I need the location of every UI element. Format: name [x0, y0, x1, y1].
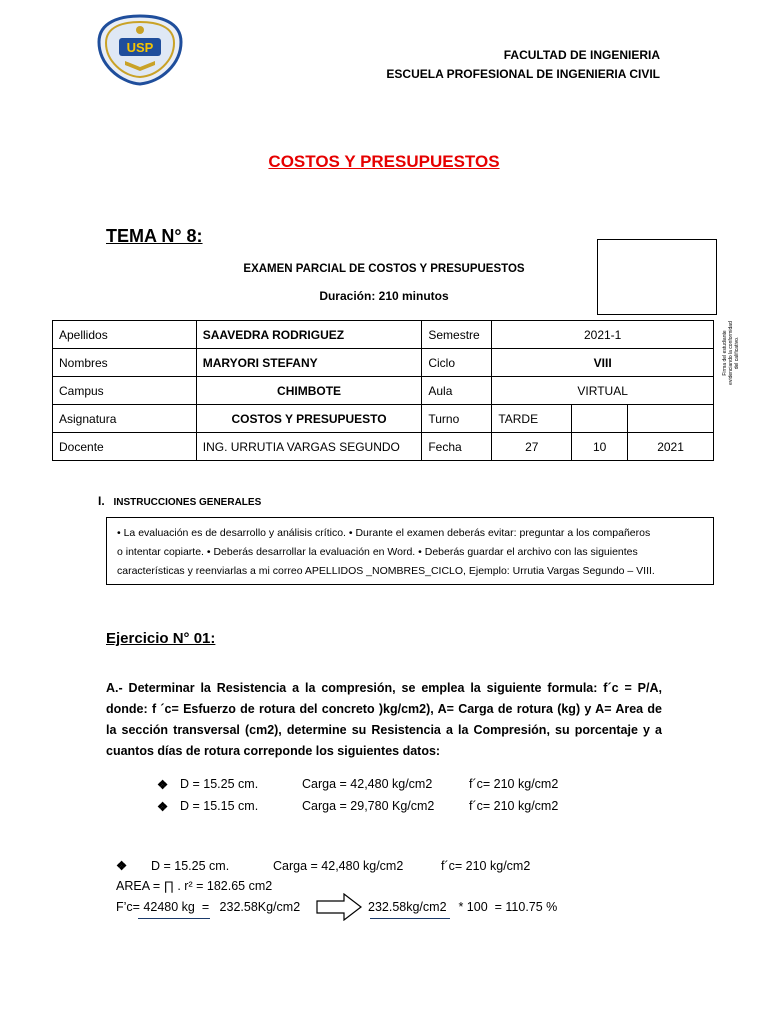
table-row — [53, 433, 714, 461]
nombres-label: Nombres — [53, 349, 197, 377]
turno-value: TARDE — [492, 405, 572, 433]
asignatura-value: COSTOS Y PRESUPUESTO — [196, 405, 422, 433]
asignatura-label: Asignatura — [53, 405, 197, 433]
fecha-mes: 10 — [572, 433, 628, 461]
instructions-box — [106, 517, 714, 585]
apellidos-label: Apellidos — [53, 321, 197, 349]
university-logo — [95, 14, 185, 86]
instructions-heading — [98, 494, 261, 508]
campus-label: Campus — [53, 377, 197, 405]
data-carga: Carga = 29,780 Kg/cm2 — [302, 799, 435, 813]
fecha-label: Fecha — [422, 433, 492, 461]
arrow-right-icon — [316, 893, 362, 921]
semestre-value: 2021-1 — [492, 321, 714, 349]
turno-empty-2 — [628, 405, 714, 433]
table-row — [53, 349, 714, 377]
bullet-icon: ❖ — [157, 778, 169, 792]
docente-value: ING. URRUTIA VARGAS SEGUNDO — [196, 433, 422, 461]
exercise-title: Ejercicio N° 01: — [106, 630, 216, 647]
section-number: I. — [98, 494, 105, 508]
nombres-value: MARYORI STEFANY — [196, 349, 422, 377]
solution-fc: f´c= 210 kg/cm2 — [441, 859, 531, 873]
table-row — [53, 321, 714, 349]
data-fc: f´c= 210 kg/cm2 — [469, 777, 559, 791]
data-diameter: D = 15.15 cm. — [180, 799, 259, 813]
aula-label: Aula — [422, 377, 492, 405]
turno-empty-1 — [572, 405, 628, 433]
solution-carga: Carga = 42,480 kg/cm2 — [273, 859, 404, 873]
table-row — [53, 377, 714, 405]
fraction-line — [370, 918, 450, 919]
signature-box — [597, 239, 717, 315]
fecha-anio: 2021 — [628, 433, 714, 461]
semestre-label: Semestre — [422, 321, 492, 349]
student-info-table — [52, 320, 714, 461]
instructions-line: • La evaluación es de desarrollo y análisis crítico. • Durante el examen deberás evitar: preguntar a los compañeros — [117, 527, 651, 539]
signature-note — [716, 320, 746, 386]
instructions-line: o intentar copiarte. • Deberás desarrollar la evaluación en Word. • Deberás guardar el archivo con las siguientes — [117, 546, 638, 558]
signature-note-text: Firma del estudiante evidenciando la conformidad del calificativo. — [722, 321, 740, 385]
instructions-line: características y reenviarlas a mi correo APELLIDOS _NOMBRES_CICLO, Ejemplo: Urrutia Vargas Segundo – VIII. — [117, 565, 655, 577]
bullet-icon: ❖ — [116, 859, 128, 873]
data-carga: Carga = 42,480 kg/cm2 — [302, 777, 433, 791]
solution-diameter: D = 15.25 cm. — [151, 859, 230, 873]
course-title: COSTOS Y PRESUPUESTOS — [268, 152, 500, 171]
data-diameter: D = 15.25 cm. — [180, 777, 259, 791]
data-list — [0, 777, 768, 817]
data-fc: f´c= 210 kg/cm2 — [469, 799, 559, 813]
solution-result-rhs: * 100 = 110.75 % — [455, 900, 558, 914]
solution-fc-calc: F’c= 42480 kg = 232.58Kg/cm2 — [116, 900, 301, 914]
aula-value: VIRTUAL — [492, 377, 714, 405]
ciclo-value: VIII — [492, 349, 714, 377]
svg-text:USP: USP — [126, 40, 154, 55]
table-row — [53, 405, 714, 433]
exercise-statement: A.- Determinar la Resistencia a la compresión, se emplea la siguiente formula: f´c = P/A, donde: f ´c= Esfuerzo de rotura del concreto )kg/cm2), A= Carga de rotura (kg) y A= Area de la sección transversal (cm2), determine su Resistencia a la Compresión, su porcentaje y a cuantos días de rotura correponde los siguientes datos: — [106, 681, 662, 758]
exam-duration: Duración: 210 minutos — [319, 289, 449, 303]
school-name: ESCUELA PROFESIONAL DE INGENIERIA CIVIL — [386, 67, 660, 81]
solution-area: AREA = ∏ . r² = 182.65 cm2 — [116, 879, 273, 893]
campus-value: CHIMBOTE — [196, 377, 422, 405]
exam-title: EXAMEN PARCIAL DE COSTOS Y PRESUPUESTOS — [243, 263, 525, 275]
solution-result-lhs: 232.58kg/cm2 — [368, 900, 447, 914]
fraction-line — [138, 918, 210, 919]
ciclo-label: Ciclo — [422, 349, 492, 377]
faculty-name: FACULTAD DE INGENIERIA — [503, 48, 660, 62]
bullet-icon: ❖ — [157, 800, 169, 814]
faculty-header — [386, 46, 660, 84]
docente-label: Docente — [53, 433, 197, 461]
instructions-title: INSTRUCCIONES GENERALES — [113, 497, 262, 508]
tema-heading: TEMA N° 8: — [106, 226, 203, 246]
turno-label: Turno — [422, 405, 492, 433]
fecha-dia: 27 — [492, 433, 572, 461]
apellidos-value: SAAVEDRA RODRIGUEZ — [196, 321, 422, 349]
